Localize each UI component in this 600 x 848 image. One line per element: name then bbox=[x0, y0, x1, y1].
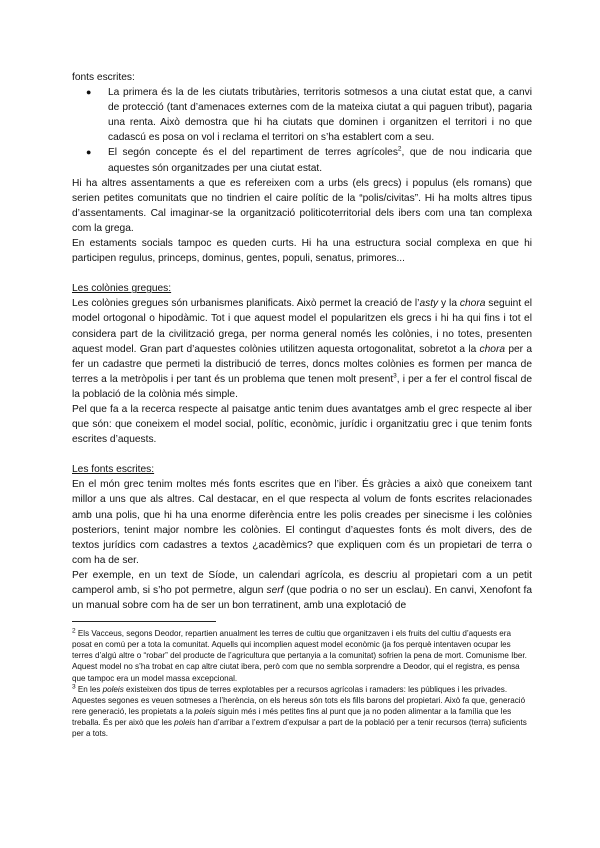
paragraph: En el món grec tenim moltes més fonts escrites que en l’iber. És gràcies a això que coneixem tant millor a uns que als altres. Cal destacar, en el que respecta al volum de fonts escrites relacionades amb una polis, que hi ha una enorme diferència entre les polis creades per sinecisme i les colònies posteriors, tenint major nombre les colònies. El contingut d’aquestes fonts és molt divers, des de textos jurídics com cadastres a textos ¿acadèmics? que expliquen com és un propietari de terra o com ha de ser. bbox=[72, 479, 532, 566]
footnote-text: Els Vacceus, segons Deodor, repartien anualment les terres de cultiu que organitzaven i els fruits del cultiu d’aquests era posat en comú per a tota la comunitat. Aquells qui incomplien aquest model econòmic (ja fos perquè intentaven ocupar les terres d’algú altre o “robar” del producte de l’agricultura que pertanyia a la comunitat) sofrien la pena de mort. Comunisme Iber. Aquest model no s’ha trobat en cap altre ciutat ibera, però com que no sembla sorprendre a Deodor, qui el registra, es pensa que tampoc era un model massa excepcional. bbox=[72, 629, 527, 683]
paragraph: Pel que fa a la recerca respecte al paisatge antic tenim dues avantatges amb el grec respecte al iber que són: que coneixem el model social, polític, econòmic, jurídic i organitzatiu grec i que tenim fonts escrites d’aquests. bbox=[72, 403, 532, 446]
bullet-text: El segón concepte és el del repartiment de terres agrícoles bbox=[108, 147, 398, 159]
text-run: , i per a fer el control fiscal de la població de la colònia més simple. bbox=[72, 373, 532, 400]
italic-term: poleis bbox=[102, 684, 124, 694]
italic-term: serf bbox=[266, 585, 284, 596]
footnote-number: 3 bbox=[72, 682, 76, 690]
italic-term: chora bbox=[479, 343, 506, 355]
footnote-text: siguin més i més petites fins al punt que ja no poden alimentar a la família que les treballa. És per això que les bbox=[72, 706, 512, 727]
footnotes bbox=[72, 628, 532, 739]
spacer bbox=[72, 266, 532, 281]
section-heading: Les fonts escrites: bbox=[72, 464, 155, 476]
italic-term: asty bbox=[419, 298, 439, 310]
bullet-list bbox=[72, 85, 532, 176]
text-run: Les colònies gregues són urbanismes planificats. Això permet la creació de l’ bbox=[72, 298, 420, 310]
footnote-separator bbox=[72, 621, 216, 622]
text-run: y la bbox=[438, 298, 460, 310]
paragraph: En estaments socials tampoc es queden curts. Hi ha una estructura social complexa en que hi participen regulus, princeps, dominus, gentes, populi, senatus, primores... bbox=[72, 238, 532, 265]
bullet-item bbox=[72, 145, 532, 175]
italic-term: poleis bbox=[194, 706, 216, 716]
italic-term: chora bbox=[459, 298, 486, 310]
footnote-ref[interactable]: 3 bbox=[393, 372, 397, 380]
document-page bbox=[72, 70, 532, 739]
footnote-text: existeixen dos tipus de terres explotables per a recursos agrícolas i ramaders: les públiques i les privades. Aquestes segones es veuen sotmeses a l’herència, on els hereus són tots els fills barons del propietari. Això fa que, generació rere generació, les propietats a la bbox=[72, 684, 526, 716]
bullet-text: La primera és la de les ciutats tributàries, territoris sotmesos a una ciutat estat que, a canvi de protecció (tant d’amenaces externes com de la mateixa ciutat a qui paguen tribut), pagaria una renta. Això demostra que hi ha ciutats que dominen i organitzen el territori i no que cadascú es posa on vol i reclama el territori on s’ha establert com a seu. bbox=[108, 87, 532, 144]
paragraph bbox=[72, 568, 532, 613]
footnote-text: han d’arribar a l’extrem d’expulsar a part de la població per a tenir recursos (terra) suficients per a tots. bbox=[72, 717, 527, 739]
footnote-ref[interactable]: 2 bbox=[397, 146, 402, 154]
italic-term: poleis bbox=[174, 717, 196, 727]
intro-line: fonts escrites: bbox=[72, 72, 135, 83]
paragraph bbox=[72, 296, 532, 402]
bullet-text: , que de nou indicaria que aquestes són organitzades per una ciutat estat. bbox=[108, 147, 532, 174]
footnote-number: 2 bbox=[72, 627, 76, 635]
paragraph: Hi ha altres assentaments a que es refereixen com a urbs (els grecs) i populus (els romans) que serien petites comunitats que no tindrien el caire polític de la “polis/civitas”. Hi ha molts altres tipus d’assentaments. Cal imaginar-se la organització politicoterritorial dels ibers com una tan complexa com la grega. bbox=[72, 177, 532, 234]
text-run: Per exemple, en un text de Síode, un calendari agrícola, es descriu al propietari com a un petit camperol amb, si s’ho pot permetre, algun bbox=[72, 569, 532, 596]
spacer bbox=[72, 447, 532, 462]
footnote bbox=[72, 628, 532, 683]
text-run: (que podria o no ser un esclau). En canvi, Xenofont fa un manual sobre com ha de ser un bon terratinent, amb una explotació de bbox=[72, 585, 532, 612]
footnote bbox=[72, 684, 532, 739]
bullet-item bbox=[72, 85, 532, 145]
text-run: per a fer un cadastre que permeti la distribució de terres, doncs moltes colònies es formen per manca de terres a la metròpolis i per tant és un problema que tenen molt present bbox=[72, 343, 532, 385]
text-run: seguint el model ortogonal o hipodàmic. Tot i que aquest model el popularitzen els grecs i hi ha qui fins i tot el considera part de la civilització grega, per norma general només les colònies, i no totes, presenten aquest model. Gran part d’aquestes colònies utilitzen aquesta ortogonalitat, sobretot a la bbox=[72, 298, 532, 355]
section-heading: Les colònies gregues: bbox=[72, 283, 172, 295]
footnote-text: En les bbox=[75, 684, 103, 694]
